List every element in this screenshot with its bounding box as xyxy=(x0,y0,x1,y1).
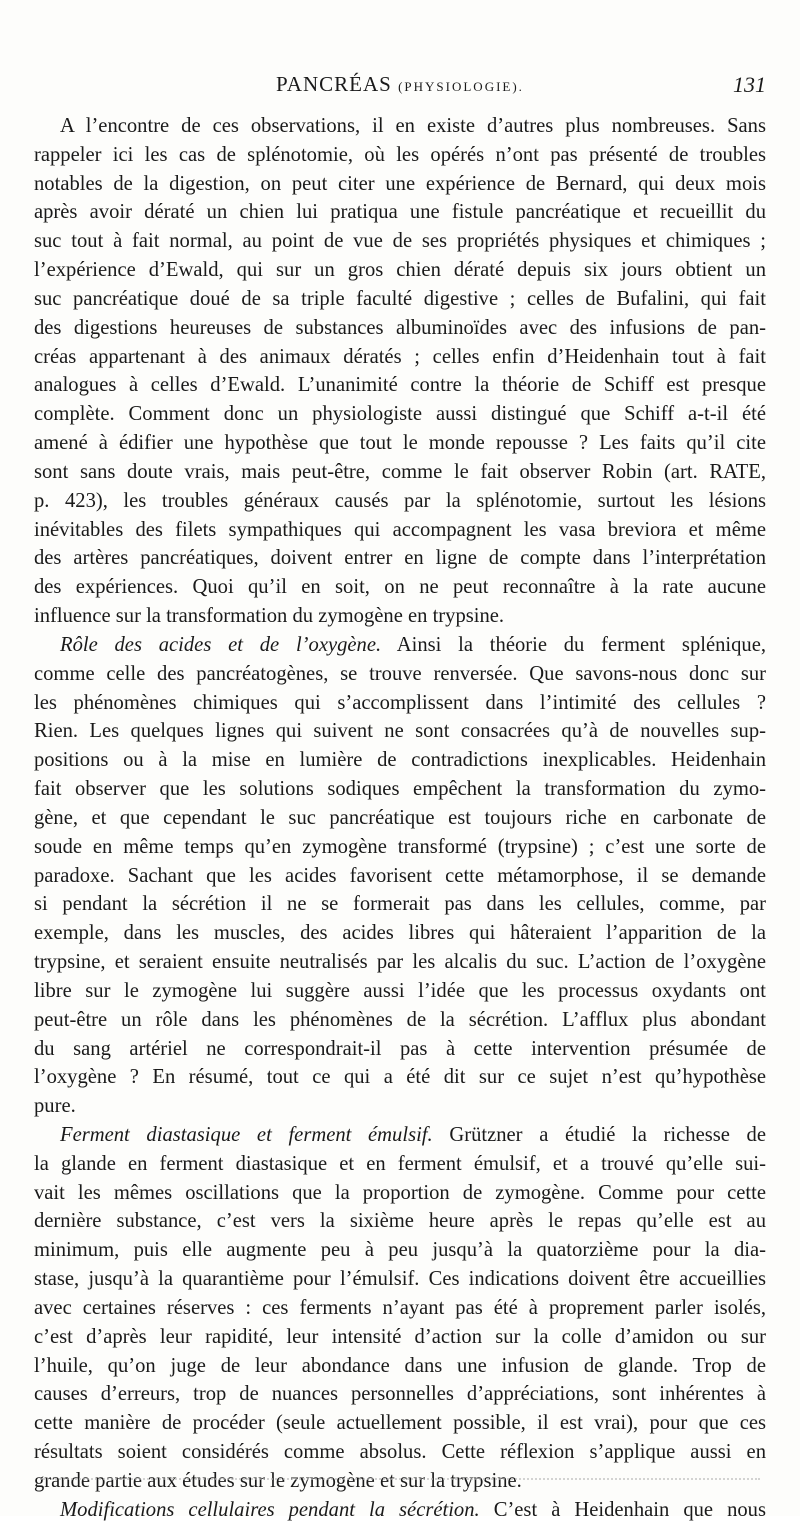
text-line: Ainsi la théorie du ferment splénique, xyxy=(396,633,766,656)
print-artifact-line xyxy=(40,1478,760,1484)
section-heading-ferment: Ferment diastasique et ferment émulsif. xyxy=(60,1123,433,1146)
text-line: libre sur le zymogène lui suggère aussi l’idée que les processus oxydants ont xyxy=(34,979,766,1002)
text-line: stase, jusqu’à la quarantième pour l’émulsif. Ces indications doivent être accueillies xyxy=(34,1268,766,1291)
text-line: exemple, dans les muscles, des acides libres qui hâteraient l’apparition de la xyxy=(34,922,766,945)
text-line: Grützner a étudié la richesse de xyxy=(449,1123,766,1146)
text-line: résultats soient considérés comme absolus. Cette réflexion s’applique aussi en xyxy=(34,1441,766,1464)
text-line: Rien. Les quelques lignes qui suivent ne sont consacrées qu’à de nouvelles sup- xyxy=(34,720,766,743)
header-subtitle: (PHYSIOLOGIE). xyxy=(398,79,524,94)
page-number: 131 xyxy=(733,72,766,97)
text-line: créas appartenant à des animaux dératés ; celles enfin d’Heidenhain tout à fait xyxy=(34,345,766,368)
text-line: du sang artériel ne correspondrait-il pas à cette intervention présumée de xyxy=(34,1037,766,1060)
text-line: influence sur la transformation du zymogène en trypsine. xyxy=(34,605,505,628)
text-line: grande partie aux études sur le zymogène et sur la trypsine. xyxy=(34,1469,522,1492)
section-heading-role-acides: Rôle des acides et de l’oxygène. xyxy=(60,633,382,656)
text-line: notables de la digestion, on peut citer une expérience de Bernard, qui deux mois xyxy=(34,172,766,195)
text-line: si pendant la sécrétion il ne se formerait pas dans les cellules, comme, par xyxy=(34,893,766,916)
paragraph-line xyxy=(34,1496,766,1525)
text-line: amené à édifier une hypothèse que tout le monde repousse ? Les faits qu’il cite xyxy=(34,432,766,455)
text-line: c’est d’après leur rapidité, leur intensité d’action sur la colle d’amidon ou sur xyxy=(34,1325,766,1348)
text-line: minimum, puis elle augmente peu à peu jusqu’à la quatorzième pour la dia- xyxy=(34,1239,766,1262)
text-line: dernière substance, c’est vers la sixième heure après le repas qu’elle est au xyxy=(34,1210,766,1233)
text-line: cette manière de procéder (seule actuellement possible, il est vrai), pour que ces xyxy=(34,1412,766,1435)
text-line: soude en même temps qu’en zymogène transformé (trypsine) ; c’est une sorte de xyxy=(34,835,766,858)
text-line: l’expérience d’Ewald, qui sur un gros chien dératé depuis six jours obtient un xyxy=(34,259,766,282)
text-line: rappeler ici les cas de splénotomie, où les opérés n’ont pas présenté de troubles xyxy=(34,143,766,166)
text-line: des digestions heureuses de substances albuminoïdes avec des infusions de pan- xyxy=(34,316,766,339)
header-title: PANCRÉAS xyxy=(276,72,392,96)
text-line: A l’encontre de ces observations, il en existe d’autres plus nombreuses. Sans xyxy=(60,115,766,137)
text-line: paradoxe. Sachant que les acides favorisent cette métamorphose, il se demande xyxy=(34,864,766,887)
running-head xyxy=(34,72,766,97)
text-line: pure. xyxy=(34,1095,76,1118)
text-line: analogues à celles d’Ewald. L’unanimité contre la théorie de Schiff est presque xyxy=(34,374,766,397)
text-line: C’est à Heidenhain que nous xyxy=(493,1498,766,1521)
text-line: la glande en ferment diastasique et en ferment émulsif, et a trouvé qu’elle sui- xyxy=(34,1152,766,1175)
text-line: inévitables des filets sympathiques qui accompagnent les vasa breviora et même xyxy=(34,518,766,541)
section-heading-modifications: Modifications cellulaires pendant la sécrétion. xyxy=(60,1498,480,1521)
text-line: suc pancréatique doué de sa triple faculté digestive ; celles de Bufalini, qui fait xyxy=(34,287,766,310)
text-line: p. 423), les troubles généraux causés par la splénotomie, surtout les lésions xyxy=(34,489,766,512)
text-line: gène, et que cependant le suc pancréatique est toujours riche en carbonate de xyxy=(34,806,766,829)
text-line: avec certaines réserves : ces ferments n’ayant pas été à proprement parler isolés, xyxy=(34,1296,766,1319)
text-line: suc tout à fait normal, au point de vue de ses propriétés physiques et chimiques ; xyxy=(34,230,766,253)
text-line: l’oxygène ? En résumé, tout ce qui a été dit sur ce sujet n’est qu’hypothèse xyxy=(34,1066,766,1089)
text-line: peut-être un rôle dans les phénomènes de la sécrétion. L’afflux plus abondant xyxy=(34,1008,766,1031)
paragraph-line xyxy=(34,1121,766,1150)
text-line: des artères pancréatiques, doivent entrer en ligne de compte dans l’interprétation xyxy=(34,547,766,570)
text-line: l’huile, qu’on juge de leur abondance dans une infusion de glande. Trop de xyxy=(34,1354,766,1377)
text-line: positions ou à la mise en lumière de contradictions inexplicables. Heidenhain xyxy=(34,749,766,772)
text-line: complète. Comment donc un physiologiste aussi distingué que Schiff a-t-il été xyxy=(34,403,766,426)
text-line: fait observer que les solutions sodiques empêchent la transformation du zymo- xyxy=(34,778,766,801)
text-line: les phénomènes chimiques qui s’accomplissent dans l’intimité des cellules ? xyxy=(34,691,766,714)
body-text xyxy=(34,112,766,1525)
paragraph-line xyxy=(34,631,766,660)
text-line: comme celle des pancréatogènes, se trouve renversée. Que savons-nous donc sur xyxy=(34,662,766,685)
text-line: causes d’erreurs, trop de nuances personnelles d’appréciations, sont inhérentes à xyxy=(34,1383,766,1406)
text-line: vait les mêmes oscillations que la proportion de zymogène. Comme pour cette xyxy=(34,1181,766,1204)
text-line: après avoir dératé un chien lui pratiqua une fistule pancréatique et recueillit du xyxy=(34,201,766,224)
text-line: trypsine, et seraient ensuite neutralisés par les alcalis du suc. L’action de l’oxygène xyxy=(34,951,766,974)
text-line: sont sans doute vrais, mais peut-être, comme le fait observer Robin (art. RATE, xyxy=(34,460,766,483)
page-header xyxy=(34,72,766,102)
text-line: des expériences. Quoi qu’il en soit, on ne peut reconnaître à la rate aucune xyxy=(34,576,766,599)
